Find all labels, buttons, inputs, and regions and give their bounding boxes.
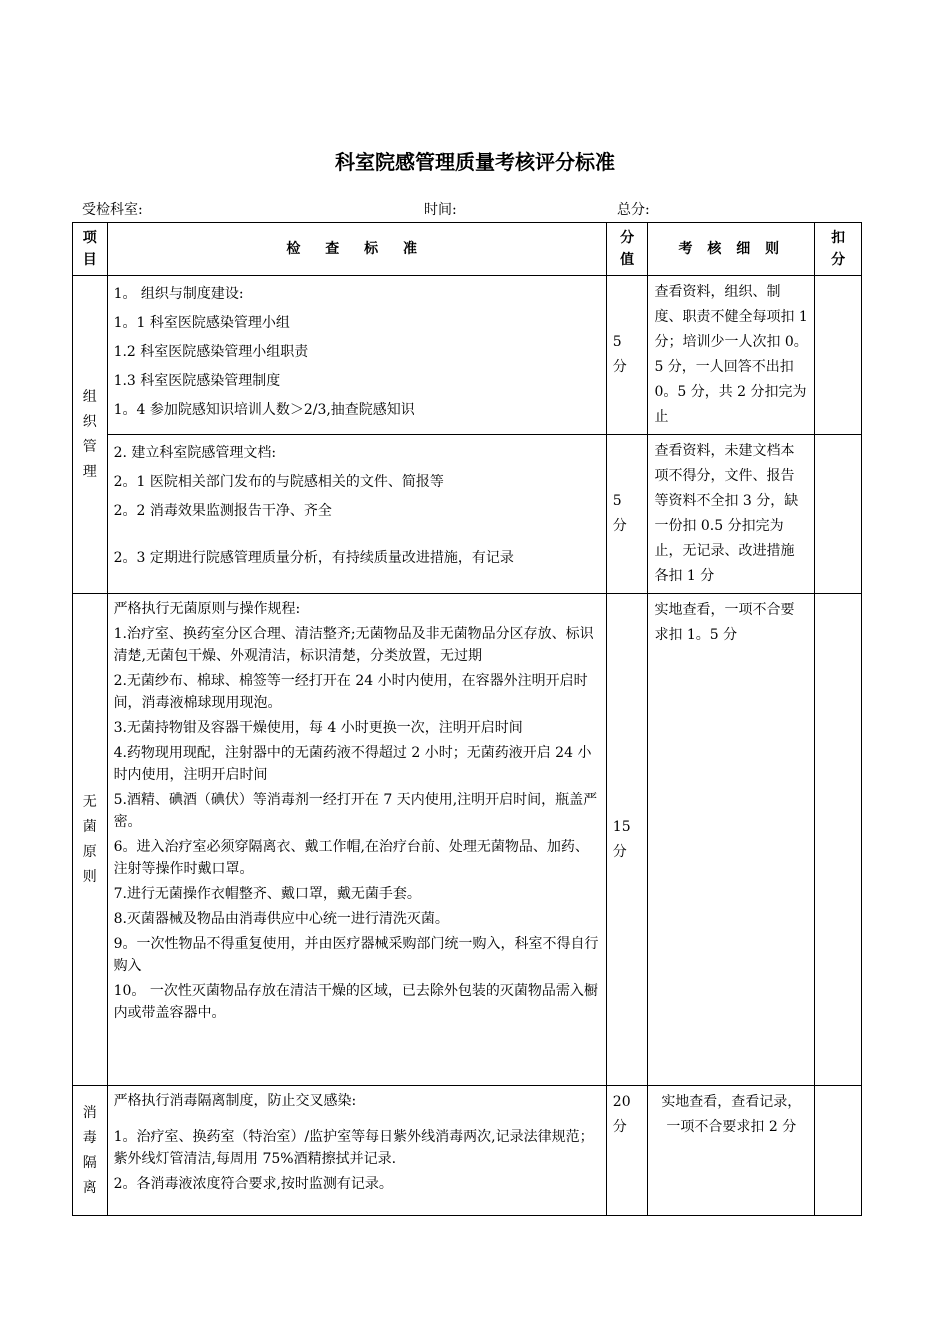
table-header-row [73, 223, 862, 276]
detail-cell: 查看资料，组织、制度、职责不健全每项扣 1 分；培训少一人次扣 0。5 分，一人回答不出扣 0。5 分，共 2 分扣完为止 [648, 276, 815, 435]
item-cell-disinfection: 消 毒 隔 离 [73, 1086, 108, 1216]
page-title: 科室院感管理质量考核评分标准 [335, 150, 615, 174]
standard-cell: 1。 组织与制度建设: 1。1 科室医院感染管理小组 1.2 科室医院感染管理小组职责 1.3 科室医院感染管理制度 1。4 参加院感知识培训人数＞2/3,抽查院感知识 [107, 276, 606, 435]
assessment-table [72, 222, 862, 1216]
detail-cell: 实地查看，一项不合要求扣 1。5 分 [648, 594, 815, 1086]
item-cell-aseptic: 无 菌 原 则 [73, 594, 108, 1086]
header-detail: 考 核 细 则 [648, 223, 815, 276]
standard-cell: 2. 建立科室院感管理文档: 2。1 医院相关部门发布的与院感相关的文件、简报等 2。2 消毒效果监测报告干净、齐全 2。3 定期进行院感管理质量分析，有持续质量改进措施，有记录 [107, 435, 606, 594]
header-deduct: 扣 分 [815, 223, 862, 276]
header-item: 项 目 [73, 223, 108, 276]
deduct-cell [815, 594, 862, 1086]
total-label: 总分: [617, 202, 650, 218]
header-standard: 检 查 标 准 [107, 223, 606, 276]
standard-cell: 严格执行消毒隔离制度，防止交叉感染: 1。治疗室、换药室（特治室）/监护室等每日紫外线消毒两次,记录法律规范；紫外线灯管清洁,每周用 75%酒精擦拭并记录. 2。各消毒液浓度符合要求,按时监测有记录。 [107, 1086, 606, 1216]
dept-label: 受检科室: [82, 202, 143, 218]
detail-cell: 查看资料，未建文档本项不得分，文件、报告等资料不全扣 3 分，缺一份扣 0.5 分扣完为止，无记录、改进措施各扣 1 分 [648, 435, 815, 594]
time-label: 时间: [424, 202, 457, 218]
table-row [73, 276, 862, 435]
score-cell: 5 分 [606, 276, 648, 435]
score-cell: 5 分 [606, 435, 648, 594]
score-cell: 15 分 [606, 594, 648, 1086]
deduct-cell [815, 1086, 862, 1216]
table-row [73, 435, 862, 594]
table-row [73, 1086, 862, 1216]
item-cell-organization: 组 织 管 理 [73, 276, 108, 594]
header-score: 分 值 [606, 223, 648, 276]
detail-cell: 实地查看，查看记录，一项不合要求扣 2 分 [648, 1086, 815, 1216]
deduct-cell [815, 435, 862, 594]
deduct-cell [815, 276, 862, 435]
table-row [73, 594, 862, 1086]
standard-cell: 严格执行无菌原则与操作规程: 1.治疗室、换药室分区合理、清洁整齐;无菌物品及非无菌物品分区存放、标识清楚,无菌包干燥、外观清洁，标识清楚，分类放置，无过期 2.无菌纱布、棉球、棉签等一经打开在 24 小时内使用，在容器外注明开启时间，消毒液棉球现用现泡。 3.无菌持物钳及容器干燥使用，每 4 小时更换一次，注明开启时间 4.药物现用现配，注射器中的无菌药液不得超过 2 小时；无菌药液开启 24 小时内使用，注明开启时间 5.酒精、碘酒（碘伏）等消毒剂一经打开在 7 天内使用,注明开启时间，瓶盖严密。 6。进入治疗室必须穿隔离衣、戴工作帽,在治疗台前、处理无菌物品、加药、注射等操作时戴口罩。 7.进行无菌操作衣帽整齐、戴口罩，戴无菌手套。 8.灭菌器械及物品由消毒供应中心统一进行清洗灭菌。 9。一次性物品不得重复使用，并由医疗器械采购部门统一购入，科室不得自行购入 10。 一次性灭菌物品存放在清洁干燥的区域，已去除外包装的灭菌物品需入橱内或带盖容器中。 [107, 594, 606, 1086]
score-cell: 20 分 [606, 1086, 648, 1216]
